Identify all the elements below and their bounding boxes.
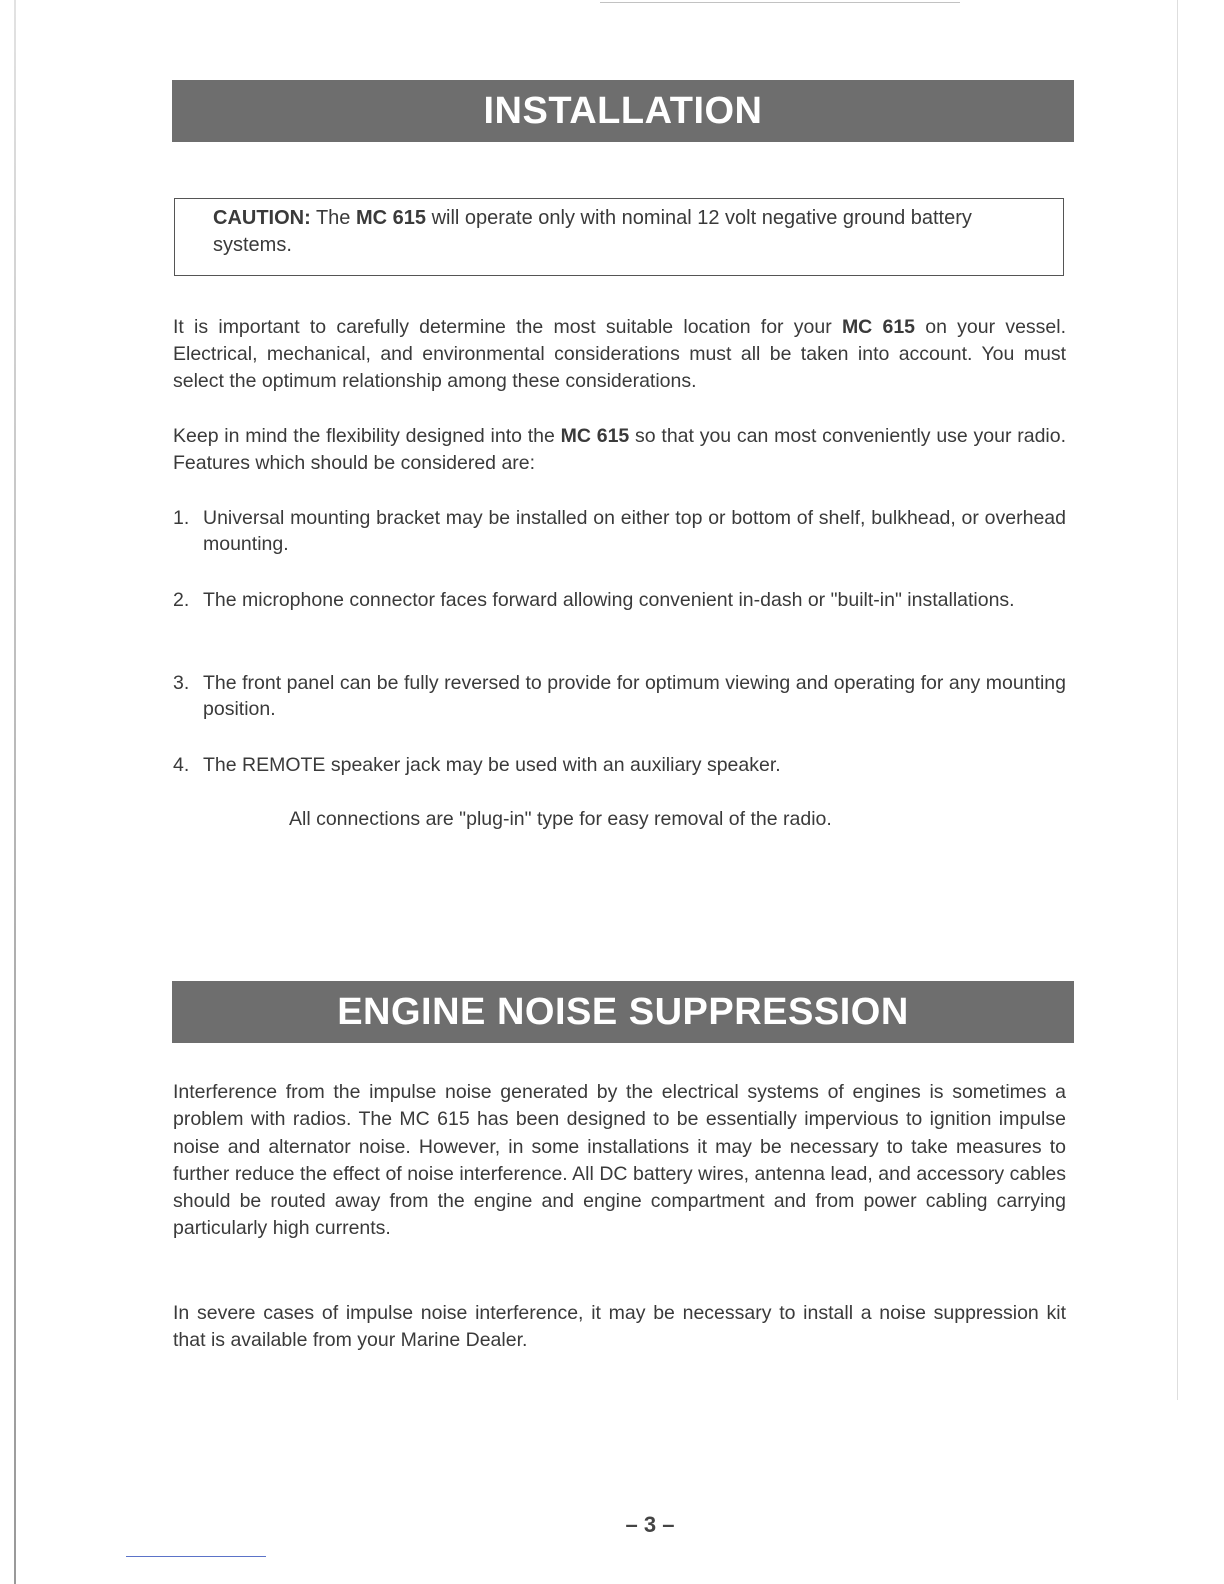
installation-heading-text: INSTALLATION [483,89,763,132]
list-item [173,587,1066,613]
list-item [173,505,1066,557]
list-item-text: The microphone connector faces forward allowing convenient in-dash or "built-in" installations. [203,589,1015,611]
para2-after: so that you can most conveniently use your radio. Features which should be considered are: [173,425,1067,474]
engine-noise-heading-text: ENGINE NOISE SUPPRESSION [337,990,909,1033]
para1-before: It is important to carefully determine the most suitable location for your [173,316,842,338]
caution-label: CAUTION: [213,207,311,229]
list-item-text: The REMOTE speaker jack may be used with an auxiliary speaker. [203,754,781,776]
list-item [173,670,1066,722]
caution-box [174,198,1064,276]
list-item-number: 3. [173,672,190,694]
scan-edge-right [1177,0,1178,1400]
caution-text-before: The [310,207,356,229]
engine-noise-heading [172,981,1074,1043]
list-item-text: Universal mounting bracket may be installed on either top or bottom of shelf, bulkhead, or overhead mounting. [203,507,1066,555]
caution-text-after: will operate only with nominal 12 volt negative ground battery systems. [213,207,972,256]
list-item [173,752,1066,778]
installation-paragraph-1 [173,314,1066,395]
list-item-number: 1. [173,507,190,529]
page-number: – 3 – [625,1512,675,1537]
caution-model: MC 615 [355,207,427,229]
scan-edge-left [14,0,16,1584]
para1-after: on your vessel. Electrical, mechanical, and environmental considerations must all be taken into account. You must select the optimum relationship among these considerations. [173,316,1067,392]
list-item-number: 4. [173,754,190,776]
engine-noise-paragraph-2: In severe cases of impulse noise interference, it may be necessary to install a noise suppression kit that is available from your Marine Dealer. [173,1302,1066,1351]
scan-top-line [600,2,960,3]
engine-noise-paragraph-1: Interference from the impulse noise generated by the electrical systems of engines is sometimes a problem with radios. The MC 615 has been designed to be essentially impervious to ignition impulse noise and alternator noise. However, in some installations it may be necessary to take measures to further reduce the effect of noise interference. All DC battery wires, antenna lead, and accessory cables should be routed away from the engine and engine compartment and from power cabling carrying particularly high currents. [173,1081,1066,1240]
list-item-number: 2. [173,589,190,611]
para2-model: MC 615 [560,425,630,447]
scan-bottom-line [126,1556,266,1557]
installation-paragraph-2 [173,423,1066,477]
para2-before: Keep in mind the flexibility designed into the [173,425,561,447]
connections-note: All connections are "plug-in" type for easy removal of the radio. [289,808,832,830]
para1-model: MC 615 [841,316,916,338]
installation-heading [172,80,1074,142]
list-item-text: The front panel can be fully reversed to provide for optimum viewing and operating for any mounting position. [203,672,1066,720]
